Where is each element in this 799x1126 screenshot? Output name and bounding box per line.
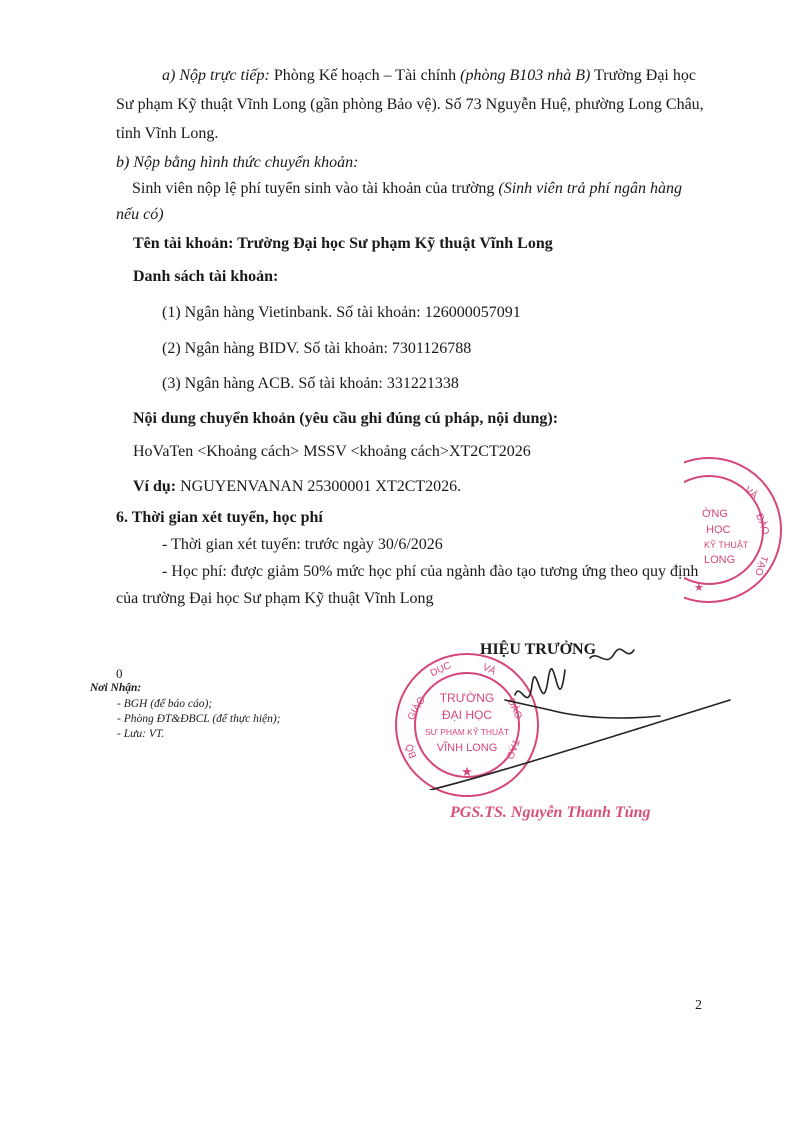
recipients-title: Nơi Nhận: xyxy=(90,682,142,694)
signature-role: HIỆU TRƯỞNG xyxy=(480,641,597,658)
svg-text:TẠO: TẠO xyxy=(752,553,770,578)
transfer-content-title: Nội dung chuyển khoản (yêu cầu ghi đúng cú pháp, nội dung): xyxy=(133,410,559,427)
svg-text:LONG: LONG xyxy=(704,554,736,566)
account-item: (3) Ngân hàng ACB. Số tài khoản: 331221338 xyxy=(162,375,459,392)
payment-transfer-note1: (Sinh viên trả phí ngân hàng xyxy=(498,180,682,197)
svg-text:TẠO: TẠO xyxy=(503,737,522,761)
svg-text:GIÁO: GIÁO xyxy=(405,695,428,723)
section6-fee-line1: - Học phí: được giảm 50% mức học phí của ngành đào tạo tương ứng theo quy định xyxy=(162,563,699,580)
seal-line4: VĨNH LONG xyxy=(436,742,498,754)
payment-direct-line2: Sư phạm Kỹ thuật Vĩnh Long (gần phòng Bảo vệ). Số 73 Nguyễn Huệ, phường Long Châu, xyxy=(116,96,704,113)
recipient-item: - BGH (để báo cáo); xyxy=(117,698,213,710)
svg-text:ỜNG: ỜNG xyxy=(702,508,728,520)
seal-line3: SƯ PHẠM KỸ THUẬT xyxy=(424,727,510,737)
recipient-item: - Lưu: VT. xyxy=(117,728,165,740)
svg-text:VÀ: VÀ xyxy=(742,484,760,502)
handwritten-signature xyxy=(420,640,760,790)
account-item: (2) Ngân hàng BIDV. Số tài khoản: 7301126788 xyxy=(162,340,472,357)
payment-direct-text2: Trường Đại học xyxy=(594,67,696,84)
svg-text:VÀ: VÀ xyxy=(480,661,498,678)
payment-transfer-text: Sinh viên nộp lệ phí tuyển sinh vào tài khoản của trường xyxy=(132,180,495,197)
account-name: Tên tài khoản: Trường Đại học Sư phạm Kỹ thuật Vĩnh Long xyxy=(133,235,553,252)
seal-line1: TRƯỜNG xyxy=(439,691,495,705)
payment-direct-line3: tỉnh Vĩnh Long. xyxy=(116,125,219,142)
signature-name: PGS.TS. Nguyễn Thanh Tùng xyxy=(450,804,651,821)
svg-text:HỌC: HỌC xyxy=(706,524,731,536)
section6-fee-line2: của trường Đại học Sư phạm Kỹ thuật Vĩnh Long xyxy=(116,590,434,607)
svg-text:DỤC: DỤC xyxy=(428,660,454,680)
svg-text:★: ★ xyxy=(461,764,473,779)
section6-title: 6. Thời gian xét tuyển, học phí xyxy=(116,509,323,526)
transfer-example xyxy=(133,477,461,497)
payment-transfer-note2: nếu có) xyxy=(116,206,164,223)
payment-transfer-line1 xyxy=(132,179,682,199)
section6-deadline: - Thời gian xét tuyển: trước ngày 30/6/2026 xyxy=(162,536,443,553)
svg-text:BỘ: BỘ xyxy=(404,742,420,760)
partial-seal xyxy=(684,455,799,605)
svg-text:ĐÀO: ĐÀO xyxy=(504,696,524,722)
payment-direct-line1 xyxy=(162,66,696,86)
seal-line2: ĐẠI HỌC xyxy=(441,708,493,722)
example-label: Ví dụ: xyxy=(133,478,177,495)
recipient-item: - Phòng ĐT&ĐBCL (để thực hiện); xyxy=(117,713,281,725)
svg-text:ĐÀO: ĐÀO xyxy=(753,512,771,537)
recipients-zero: 0 xyxy=(116,666,123,681)
account-list-title: Danh sách tài khoản: xyxy=(133,268,279,285)
svg-text:KỸ THUẬT: KỸ THUẬT xyxy=(704,540,749,550)
payment-direct-label: a) Nộp trực tiếp: xyxy=(162,67,270,84)
transfer-syntax: HoVaTen <Khoảng cách> MSSV <khoảng cách>XT2CT2026 xyxy=(133,443,531,460)
payment-direct-room: (phòng B103 nhà B) xyxy=(460,67,591,84)
svg-text:★: ★ xyxy=(694,582,704,594)
example-value: NGUYENVANAN 25300001 XT2CT2026. xyxy=(180,478,462,495)
payment-transfer-label: b) Nộp bằng hình thức chuyển khoản: xyxy=(116,154,359,171)
page-number: 2 xyxy=(695,998,702,1013)
payment-direct-text1: Phòng Kế hoạch – Tài chính xyxy=(273,67,457,84)
account-item: (1) Ngân hàng Vietinbank. Số tài khoản: 126000057091 xyxy=(162,304,521,321)
